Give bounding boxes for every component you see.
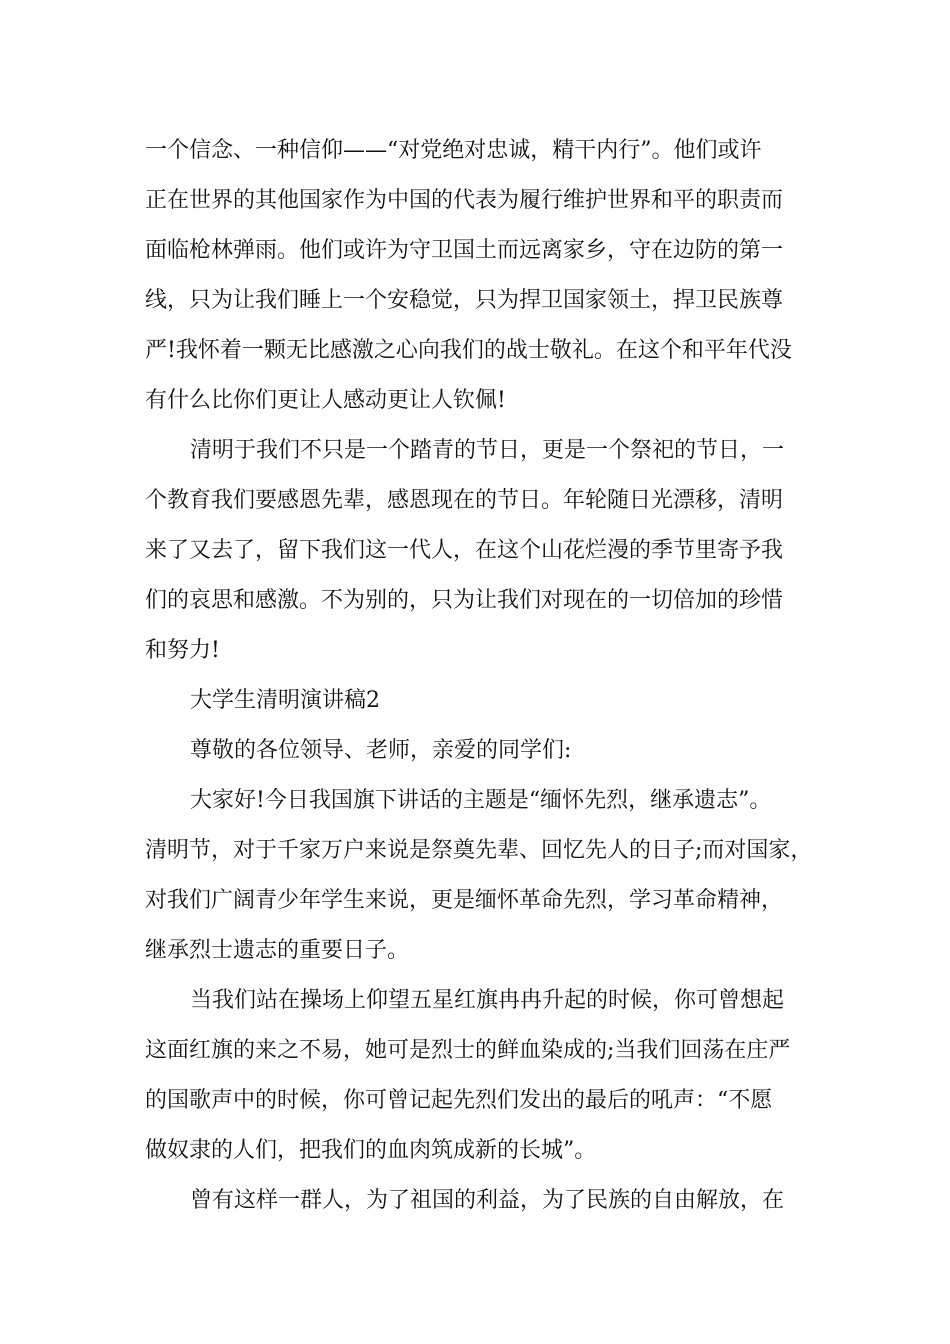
paragraph-start-line: 曾有这样一群人，为了祖国的利益，为了民族的自由解放，在 (190, 1188, 785, 1213)
text-line: 正在世界的其他国家作为中国的代表为履行维护世界和平的职责而 (145, 188, 784, 213)
text-line: 的国歌声中的时候，你可曾记起先烈们发出的最后的吼声：“不愿 (145, 1088, 773, 1113)
text-line: 做奴隶的人们，把我们的血肉筑成新的长城”。 (145, 1138, 597, 1163)
text-line: 清明节，对于千家万户来说是祭奠先辈、回忆先人的日子;而对国家， (145, 838, 813, 863)
text-line: 面临枪林弹雨。他们或许为守卫国土而远离家乡，守在边防的第一 (145, 238, 784, 263)
text-line: 这面红旗的来之不易，她可是烈士的鲜血染成的;当我们回荡在庄严 (145, 1038, 791, 1063)
text-line: 严!我怀着一颗无比感激之心向我们的战士敬礼。在这个和平年代没 (145, 338, 792, 363)
paragraph-start-line: 清明于我们不只是一个踏青的节日，更是一个祭祀的节日，一 (190, 438, 785, 463)
text-line: 有什么比你们更让人感动更让人钦佩! (145, 388, 506, 413)
paragraph-start-line: 大家好!今日我国旗下讲话的主题是“缅怀先烈，继承遗志”。 (190, 788, 772, 813)
text-line: 来了又去了，留下我们这一代人，在这个山花烂漫的季节里寄予我 (145, 538, 784, 563)
salutation: 尊敬的各位领导、老师，亲爱的同学们: (190, 738, 572, 763)
text-line: 一个信念、一种信仰——“对党绝对忠诚，精干内行”。他们或许 (145, 138, 762, 163)
text-line: 继承烈士遗志的重要日子。 (145, 938, 410, 963)
text-line: 和努力! (145, 638, 220, 663)
text-line: 个教育我们要感恩先辈，感恩现在的节日。年轮随日光漂移，清明 (145, 488, 784, 513)
text-line: 线，只为让我们睡上一个安稳觉，只为捍卫国家领土，捍卫民族尊 (145, 288, 784, 313)
paragraph-start-line: 当我们站在操场上仰望五星红旗冉冉升起的时候，你可曾想起 (190, 988, 785, 1013)
section-title: 大学生清明演讲稿2 (190, 688, 380, 713)
text-line: 们的哀思和感激。不为别的，只为让我们对现在的一切倍加的珍惜 (145, 588, 784, 613)
text-line: 对我们广阔青少年学生来说，更是缅怀革命先烈，学习革命精神， (145, 888, 784, 913)
